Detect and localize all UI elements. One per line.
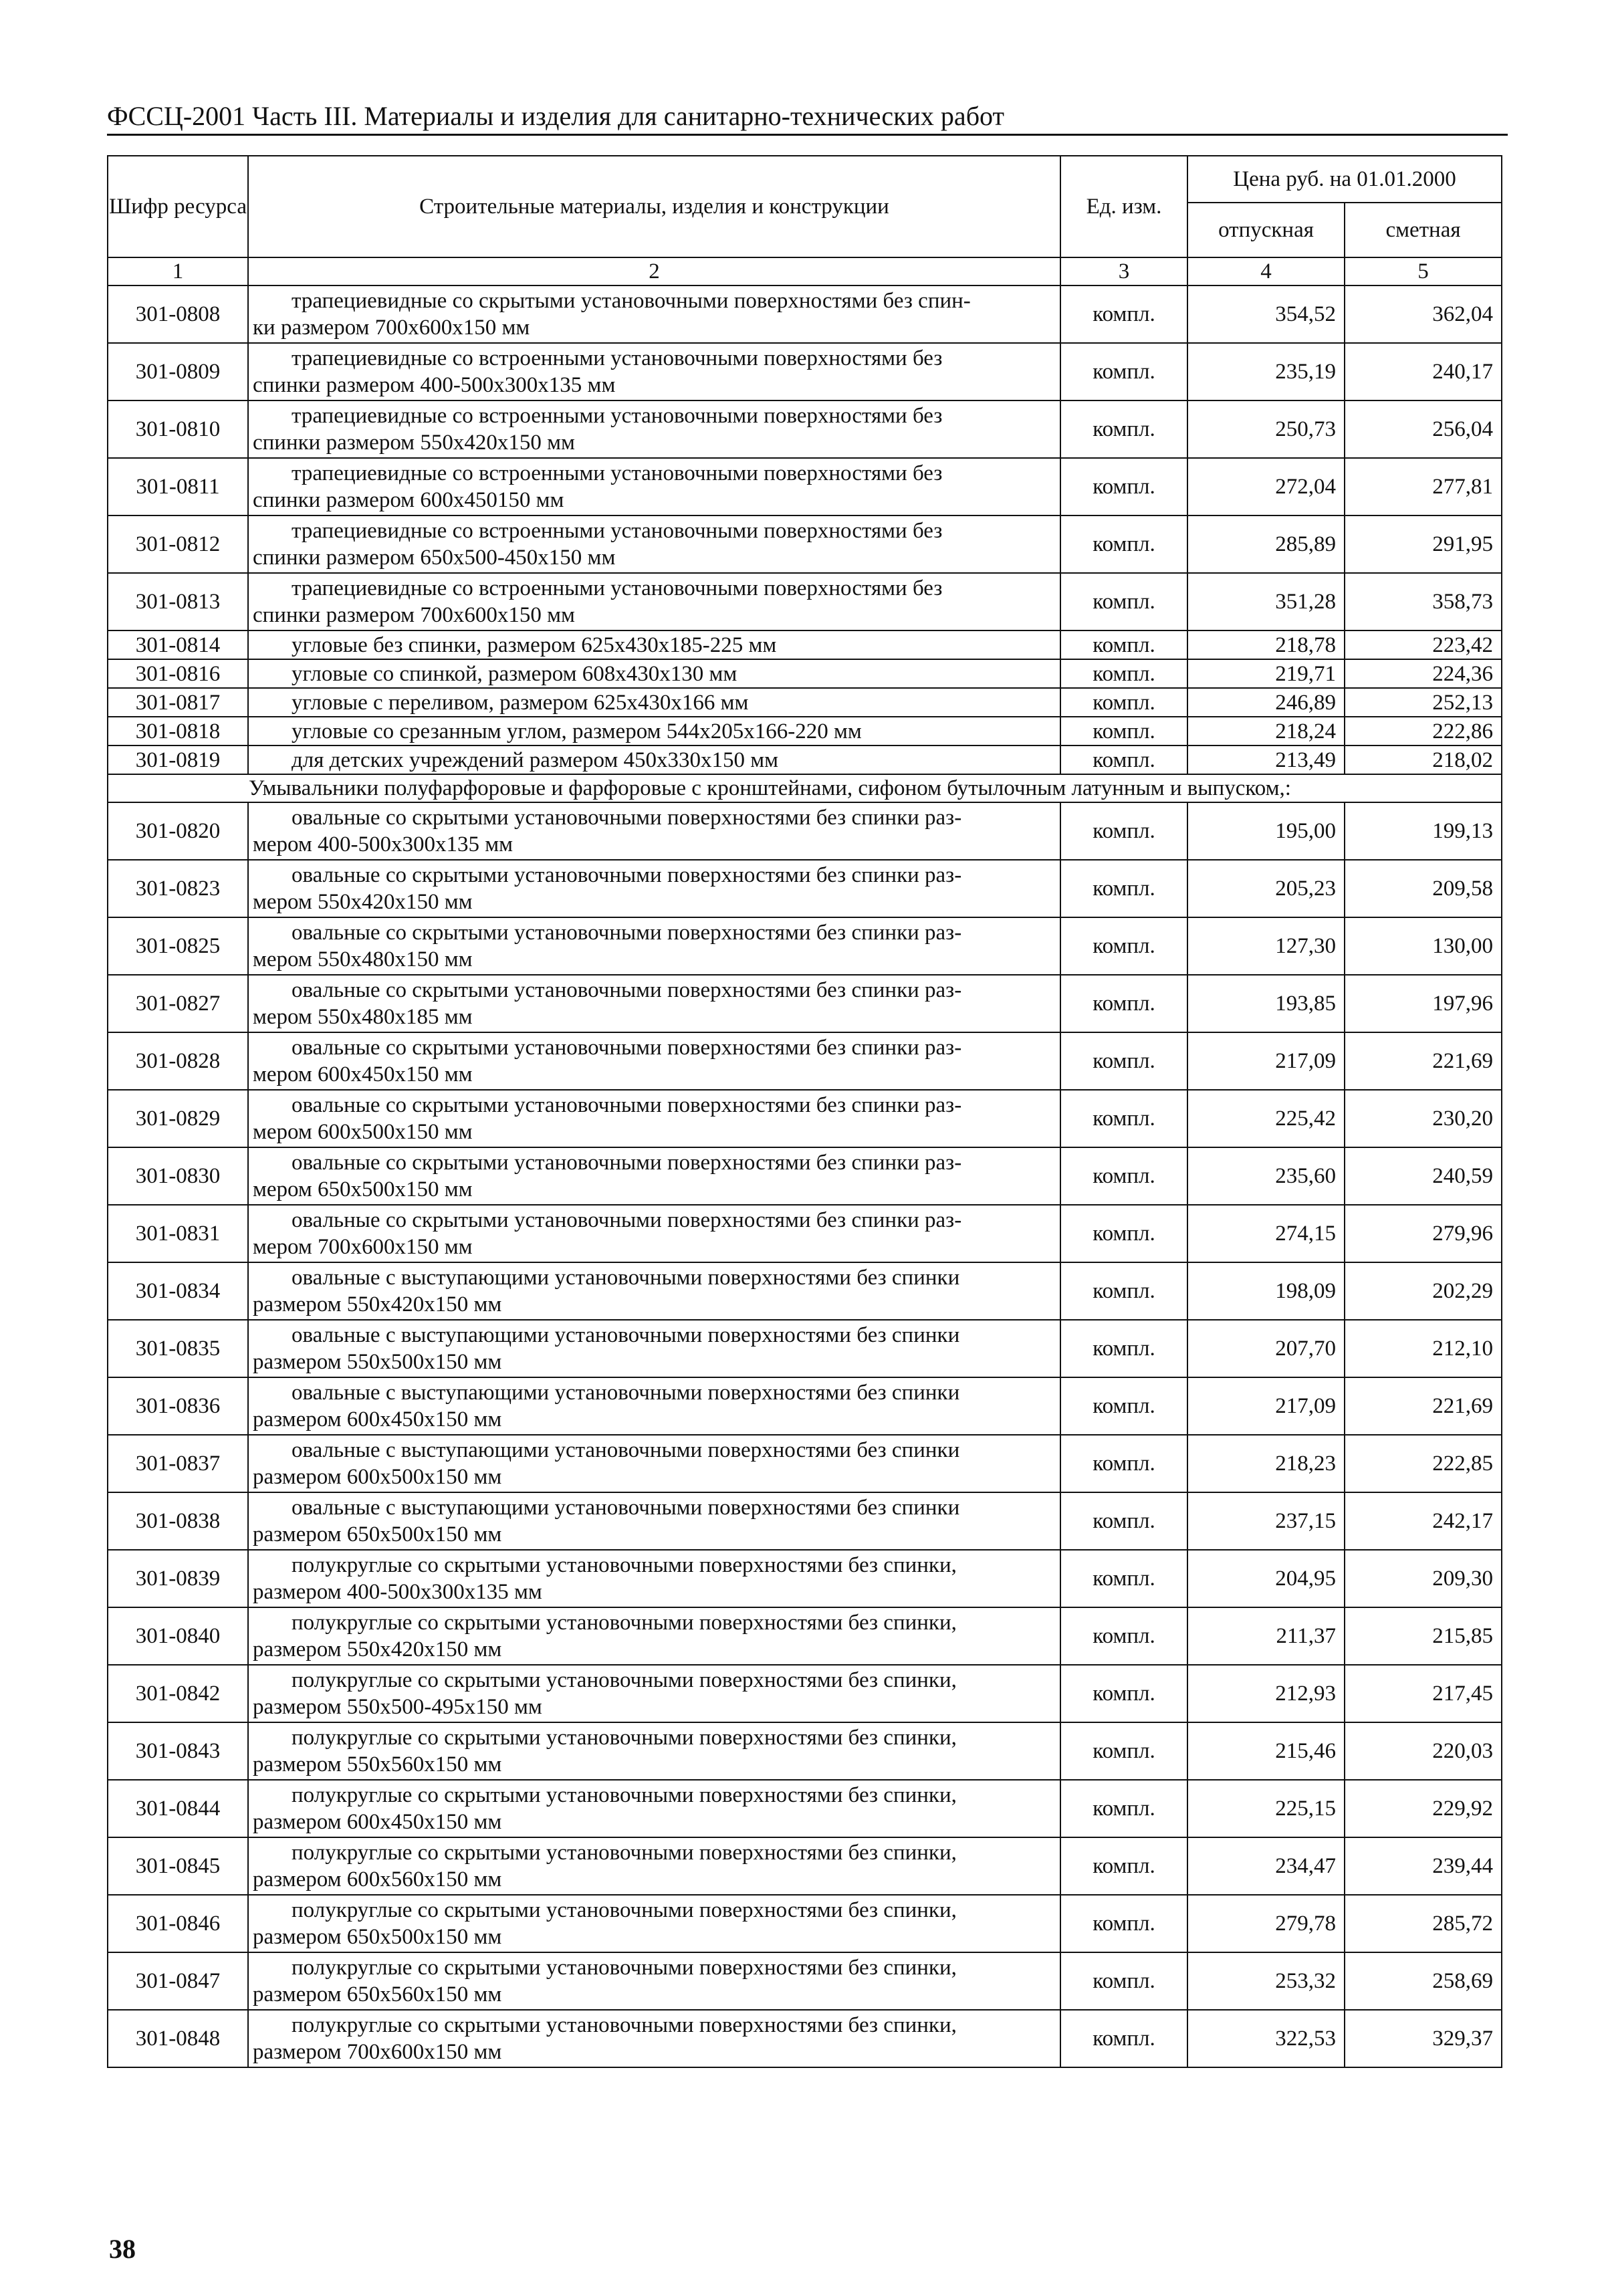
estimate-price: 358,73 (1345, 573, 1502, 630)
unit-of-measure: компл. (1060, 1320, 1187, 1377)
resource-code: 301-0810 (108, 400, 248, 458)
estimate-price: 218,02 (1345, 745, 1502, 774)
description-line: угловые с переливом, размером 625x430x166 мм (292, 690, 749, 715)
unit-of-measure: компл. (1060, 802, 1187, 860)
estimate-price: 229,92 (1345, 1780, 1502, 1837)
material-description (248, 717, 1060, 745)
unit-of-measure: компл. (1060, 1837, 1187, 1895)
title-divider (107, 134, 1508, 136)
material-description (248, 1550, 1060, 1607)
release-price: 207,70 (1187, 1320, 1345, 1377)
material-description (248, 400, 1060, 458)
description-line: овальные со скрытыми установочными поверхностями без спинки раз- (292, 1093, 962, 1117)
description-line: спинки размером 700x600x150 мм (253, 603, 575, 627)
estimate-price: 252,13 (1345, 688, 1502, 717)
estimate-price: 209,30 (1345, 1550, 1502, 1607)
release-price: 212,93 (1187, 1665, 1345, 1722)
unit-of-measure: компл. (1060, 1492, 1187, 1550)
unit-of-measure: компл. (1060, 343, 1187, 400)
release-price: 218,78 (1187, 630, 1345, 659)
material-description (248, 1435, 1060, 1492)
description-line: овальные со скрытыми установочными поверхностями без спинки раз- (292, 806, 962, 830)
table-row (108, 1090, 1502, 1147)
description-line: мером 550x480x150 мм (253, 947, 473, 971)
section-heading: Умывальники полуфарфоровые и фарфоровые с кронштейнами, сифоном бутылочным латунным и выпуском,: (108, 774, 1502, 802)
description-line: полукруглые со скрытыми установочными поверхностями без спинки, (292, 1956, 957, 1980)
estimate-price: 240,17 (1345, 343, 1502, 400)
table-row (108, 343, 1502, 400)
description-line: мером 600x500x150 мм (253, 1120, 473, 1144)
description-line: полукруглые со скрытыми установочными поверхностями без спинки, (292, 1553, 957, 1577)
release-price: 322,53 (1187, 2010, 1345, 2067)
description-line: мером 400-500x300x135 мм (253, 832, 513, 856)
estimate-price: 240,59 (1345, 1147, 1502, 1205)
table-row (108, 688, 1502, 717)
release-price: 198,09 (1187, 1262, 1345, 1320)
unit-of-measure: компл. (1060, 717, 1187, 745)
unit-of-measure: компл. (1060, 1262, 1187, 1320)
material-description (248, 1377, 1060, 1435)
table-row (108, 802, 1502, 860)
description-line: мером 550x420x150 мм (253, 890, 473, 914)
table-row (108, 1780, 1502, 1837)
release-price: 213,49 (1187, 745, 1345, 774)
release-price: 237,15 (1187, 1492, 1345, 1550)
unit-of-measure: компл. (1060, 1032, 1187, 1090)
description-line: спинки размером 650x500-450x150 мм (253, 546, 616, 570)
material-description (248, 1320, 1060, 1377)
unit-of-measure: компл. (1060, 1952, 1187, 2010)
description-line: угловые со спинкой, размером 608x430x130 мм (292, 661, 737, 686)
estimate-price: 202,29 (1345, 1262, 1502, 1320)
material-description (248, 1607, 1060, 1665)
material-description (248, 1090, 1060, 1147)
description-line: овальные со скрытыми установочными поверхностями без спинки раз- (292, 863, 962, 887)
resource-code: 301-0846 (108, 1895, 248, 1952)
description-line: овальные со скрытыми установочными поверхностями без спинки раз- (292, 1208, 962, 1232)
resource-code: 301-0820 (108, 802, 248, 860)
estimate-price: 242,17 (1345, 1492, 1502, 1550)
material-description (248, 1262, 1060, 1320)
description-line: трапециевидные со встроенными установочными поверхностями без (292, 519, 943, 543)
resource-code: 301-0818 (108, 717, 248, 745)
release-price: 217,09 (1187, 1377, 1345, 1435)
description-line: полукруглые со скрытыми установочными поверхностями без спинки, (292, 1611, 957, 1635)
resource-code: 301-0830 (108, 1147, 248, 1205)
unit-of-measure: компл. (1060, 860, 1187, 917)
release-price: 235,19 (1187, 343, 1345, 400)
resource-code: 301-0809 (108, 343, 248, 400)
resource-code: 301-0837 (108, 1435, 248, 1492)
table-row (108, 917, 1502, 975)
material-description (248, 343, 1060, 400)
unit-of-measure: компл. (1060, 1377, 1187, 1435)
estimate-price: 197,96 (1345, 975, 1502, 1032)
estimate-price: 209,58 (1345, 860, 1502, 917)
estimate-price: 212,10 (1345, 1320, 1502, 1377)
unit-of-measure: компл. (1060, 659, 1187, 688)
release-price: 211,37 (1187, 1607, 1345, 1665)
table-row (108, 1435, 1502, 1492)
release-price: 250,73 (1187, 400, 1345, 458)
table-row (108, 1262, 1502, 1320)
resource-code: 301-0842 (108, 1665, 248, 1722)
description-line: мером 550x480x185 мм (253, 1005, 473, 1029)
description-line: спинки размером 600x450150 мм (253, 488, 564, 512)
material-description (248, 1665, 1060, 1722)
resource-code: 301-0819 (108, 745, 248, 774)
estimate-price: 329,37 (1345, 2010, 1502, 2067)
description-line: полукруглые со скрытыми установочными поверхностями без спинки, (292, 2013, 957, 2037)
description-line: размером 650x500x150 мм (253, 1522, 502, 1546)
unit-of-measure: компл. (1060, 630, 1187, 659)
unit-of-measure: компл. (1060, 1205, 1187, 1262)
column-number: 4 (1187, 257, 1345, 285)
release-price: 246,89 (1187, 688, 1345, 717)
description-line: размером 550x560x150 мм (253, 1752, 502, 1776)
description-line: угловые без спинки, размером 625x430x185-225 мм (292, 633, 777, 657)
unit-of-measure: компл. (1060, 573, 1187, 630)
release-price: 218,23 (1187, 1435, 1345, 1492)
description-line: овальные с выступающими установочными поверхностями без спинки (292, 1381, 960, 1405)
description-line: овальные с выступающими установочными поверхностями без спинки (292, 1438, 960, 1462)
estimate-price: 277,81 (1345, 458, 1502, 515)
estimate-price: 215,85 (1345, 1607, 1502, 1665)
table-row (108, 1607, 1502, 1665)
unit-of-measure: компл. (1060, 285, 1187, 343)
page-number: 38 (109, 2234, 136, 2264)
unit-of-measure: компл. (1060, 458, 1187, 515)
unit-of-measure: компл. (1060, 1607, 1187, 1665)
table-row (108, 1952, 1502, 2010)
release-price: 217,09 (1187, 1032, 1345, 1090)
estimate-price: 222,85 (1345, 1435, 1502, 1492)
table-row (108, 745, 1502, 774)
unit-of-measure: компл. (1060, 515, 1187, 573)
resource-code: 301-0845 (108, 1837, 248, 1895)
resource-code: 301-0823 (108, 860, 248, 917)
resource-code: 301-0847 (108, 1952, 248, 2010)
unit-of-measure: компл. (1060, 1780, 1187, 1837)
resource-code: 301-0825 (108, 917, 248, 975)
column-number: 5 (1345, 257, 1502, 285)
material-description (248, 458, 1060, 515)
unit-of-measure: компл. (1060, 745, 1187, 774)
price-table (107, 155, 1502, 2068)
material-description (248, 917, 1060, 975)
release-price: 205,23 (1187, 860, 1345, 917)
material-description (248, 2010, 1060, 2067)
unit-of-measure: компл. (1060, 1435, 1187, 1492)
description-line: трапециевидные со встроенными установочными поверхностями без (292, 461, 943, 485)
header-material: Строительные материалы, изделия и конструкции (248, 156, 1060, 257)
resource-code: 301-0812 (108, 515, 248, 573)
resource-code: 301-0813 (108, 573, 248, 630)
material-description (248, 1032, 1060, 1090)
table-row (108, 458, 1502, 515)
material-description (248, 630, 1060, 659)
column-number: 1 (108, 257, 248, 285)
material-description (248, 802, 1060, 860)
resource-code: 301-0848 (108, 2010, 248, 2067)
material-description (248, 573, 1060, 630)
release-price: 218,24 (1187, 717, 1345, 745)
unit-of-measure: компл. (1060, 1665, 1187, 1722)
description-line: спинки размером 400-500x300x135 мм (253, 373, 616, 397)
release-price: 193,85 (1187, 975, 1345, 1032)
table-row (108, 1147, 1502, 1205)
description-line: овальные со скрытыми установочными поверхностями без спинки раз- (292, 921, 962, 945)
description-line: для детских учреждений размером 450x330x150 мм (292, 748, 779, 772)
description-line: полукруглые со скрытыми установочными поверхностями без спинки, (292, 1898, 957, 1922)
resource-code: 301-0814 (108, 630, 248, 659)
unit-of-measure: компл. (1060, 975, 1187, 1032)
material-description (248, 285, 1060, 343)
estimate-price: 239,44 (1345, 1837, 1502, 1895)
material-description (248, 1205, 1060, 1262)
release-price: 127,30 (1187, 917, 1345, 975)
material-description (248, 1952, 1060, 2010)
unit-of-measure: компл. (1060, 917, 1187, 975)
estimate-price: 279,96 (1345, 1205, 1502, 1262)
estimate-price: 220,03 (1345, 1722, 1502, 1780)
description-line: размером 550x500x150 мм (253, 1350, 502, 1374)
release-price: 219,71 (1187, 659, 1345, 688)
resource-code: 301-0839 (108, 1550, 248, 1607)
unit-of-measure: компл. (1060, 688, 1187, 717)
material-description (248, 688, 1060, 717)
resource-code: 301-0827 (108, 975, 248, 1032)
resource-code: 301-0816 (108, 659, 248, 688)
table-row (108, 1722, 1502, 1780)
resource-code: 301-0844 (108, 1780, 248, 1837)
description-line: размером 600x560x150 мм (253, 1867, 502, 1891)
page-title: ФССЦ-2001 Часть III. Материалы и изделия для санитарно-технических работ (107, 101, 1004, 131)
description-line: овальные со скрытыми установочными поверхностями без спинки раз- (292, 1036, 962, 1060)
resource-code: 301-0817 (108, 688, 248, 717)
table-row (108, 1492, 1502, 1550)
description-line: трапециевидные со встроенными установочными поверхностями без (292, 404, 943, 428)
resource-code: 301-0808 (108, 285, 248, 343)
description-line: размером 550x420x150 мм (253, 1637, 502, 1661)
column-number: 3 (1060, 257, 1187, 285)
release-price: 351,28 (1187, 573, 1345, 630)
estimate-price: 256,04 (1345, 400, 1502, 458)
column-number: 2 (248, 257, 1060, 285)
table-row (108, 285, 1502, 343)
release-price: 235,60 (1187, 1147, 1345, 1205)
description-line: овальные со скрытыми установочными поверхностями без спинки раз- (292, 1151, 962, 1175)
description-line: полукруглые со скрытыми установочными поверхностями без спинки, (292, 1783, 957, 1807)
description-line: угловые со срезанным углом, размером 544x205x166-220 мм (292, 719, 862, 743)
header-code: Шифр ресурса (108, 156, 248, 257)
header-release-price: отпускная (1187, 203, 1345, 257)
description-line: размером 550x420x150 мм (253, 1292, 502, 1316)
table-row (108, 975, 1502, 1032)
description-line: мером 700x600x150 мм (253, 1235, 473, 1259)
description-line: трапециевидные со скрытыми установочными поверхностями без спин- (292, 289, 971, 313)
release-price: 253,32 (1187, 1952, 1345, 2010)
table-row (108, 1550, 1502, 1607)
resource-code: 301-0836 (108, 1377, 248, 1435)
description-line: размером 650x560x150 мм (253, 1982, 502, 2006)
table-row (108, 1377, 1502, 1435)
description-line: полукруглые со скрытыми установочными поверхностями без спинки, (292, 1668, 957, 1692)
description-line: размером 400-500x300x135 мм (253, 1580, 542, 1604)
table-row (108, 515, 1502, 573)
estimate-price: 362,04 (1345, 285, 1502, 343)
material-description (248, 1492, 1060, 1550)
estimate-price: 199,13 (1345, 802, 1502, 860)
description-line: полукруглые со скрытыми установочными поверхностями без спинки, (292, 1726, 957, 1750)
description-line: размером 700x600x150 мм (253, 2040, 502, 2064)
release-price: 272,04 (1187, 458, 1345, 515)
material-description (248, 1780, 1060, 1837)
table-row (108, 1895, 1502, 1952)
release-price: 354,52 (1187, 285, 1345, 343)
table-row (108, 1320, 1502, 1377)
header-unit: Ед. изм. (1060, 156, 1187, 257)
unit-of-measure: компл. (1060, 1090, 1187, 1147)
estimate-price: 230,20 (1345, 1090, 1502, 1147)
description-line: трапециевидные со встроенными установочными поверхностями без (292, 576, 943, 600)
material-description (248, 659, 1060, 688)
description-line: мером 650x500x150 мм (253, 1177, 473, 1201)
table-row (108, 630, 1502, 659)
release-price: 225,15 (1187, 1780, 1345, 1837)
table-row (108, 717, 1502, 745)
description-line: размером 550x500-495x150 мм (253, 1695, 542, 1719)
header-estimate-price: сметная (1345, 203, 1502, 257)
resource-code: 301-0835 (108, 1320, 248, 1377)
description-line: размером 600x450x150 мм (253, 1810, 502, 1834)
section-row (108, 774, 1502, 802)
table-row (108, 1205, 1502, 1262)
estimate-price: 221,69 (1345, 1377, 1502, 1435)
header-price: Цена руб. на 01.01.2000 (1187, 156, 1502, 203)
release-price: 225,42 (1187, 1090, 1345, 1147)
description-line: овальные с выступающими установочными поверхностями без спинки (292, 1496, 960, 1520)
table-row (108, 659, 1502, 688)
description-line: овальные со скрытыми установочными поверхностями без спинки раз- (292, 978, 962, 1002)
estimate-price: 224,36 (1345, 659, 1502, 688)
description-line: размером 600x450x150 мм (253, 1407, 502, 1431)
release-price: 285,89 (1187, 515, 1345, 573)
estimate-price: 258,69 (1345, 1952, 1502, 2010)
material-description (248, 515, 1060, 573)
estimate-price: 291,95 (1345, 515, 1502, 573)
material-description (248, 1895, 1060, 1952)
resource-code: 301-0834 (108, 1262, 248, 1320)
unit-of-measure: компл. (1060, 1722, 1187, 1780)
description-line: ки размером 700x600x150 мм (253, 316, 530, 340)
description-line: полукруглые со скрытыми установочными поверхностями без спинки, (292, 1841, 957, 1865)
resource-code: 301-0828 (108, 1032, 248, 1090)
material-description (248, 1722, 1060, 1780)
table-row (108, 573, 1502, 630)
material-description (248, 860, 1060, 917)
release-price: 204,95 (1187, 1550, 1345, 1607)
estimate-price: 221,69 (1345, 1032, 1502, 1090)
estimate-price: 285,72 (1345, 1895, 1502, 1952)
estimate-price: 223,42 (1345, 630, 1502, 659)
release-price: 215,46 (1187, 1722, 1345, 1780)
unit-of-measure: компл. (1060, 1147, 1187, 1205)
table-row (108, 400, 1502, 458)
unit-of-measure: компл. (1060, 1895, 1187, 1952)
material-description (248, 1837, 1060, 1895)
table-row (108, 2010, 1502, 2067)
description-line: размером 650x500x150 мм (253, 1925, 502, 1949)
material-description (248, 975, 1060, 1032)
material-description (248, 745, 1060, 774)
description-line: спинки размером 550x420x150 мм (253, 431, 575, 455)
table-row (108, 1837, 1502, 1895)
description-line: трапециевидные со встроенными установочными поверхностями без (292, 346, 943, 370)
description-line: овальные с выступающими установочными поверхностями без спинки (292, 1323, 960, 1347)
unit-of-measure: компл. (1060, 400, 1187, 458)
table-row (108, 860, 1502, 917)
estimate-price: 222,86 (1345, 717, 1502, 745)
resource-code: 301-0838 (108, 1492, 248, 1550)
resource-code: 301-0843 (108, 1722, 248, 1780)
release-price: 274,15 (1187, 1205, 1345, 1262)
estimate-price: 217,45 (1345, 1665, 1502, 1722)
table-row (108, 1032, 1502, 1090)
resource-code: 301-0831 (108, 1205, 248, 1262)
release-price: 195,00 (1187, 802, 1345, 860)
material-description (248, 1147, 1060, 1205)
estimate-price: 130,00 (1345, 917, 1502, 975)
unit-of-measure: компл. (1060, 1550, 1187, 1607)
description-line: размером 600x500x150 мм (253, 1465, 502, 1489)
unit-of-measure: компл. (1060, 2010, 1187, 2067)
description-line: мером 600x450x150 мм (253, 1062, 473, 1086)
resource-code: 301-0811 (108, 458, 248, 515)
release-price: 234,47 (1187, 1837, 1345, 1895)
table-row (108, 1665, 1502, 1722)
release-price: 279,78 (1187, 1895, 1345, 1952)
resource-code: 301-0840 (108, 1607, 248, 1665)
resource-code: 301-0829 (108, 1090, 248, 1147)
description-line: овальные с выступающими установочными поверхностями без спинки (292, 1266, 960, 1290)
